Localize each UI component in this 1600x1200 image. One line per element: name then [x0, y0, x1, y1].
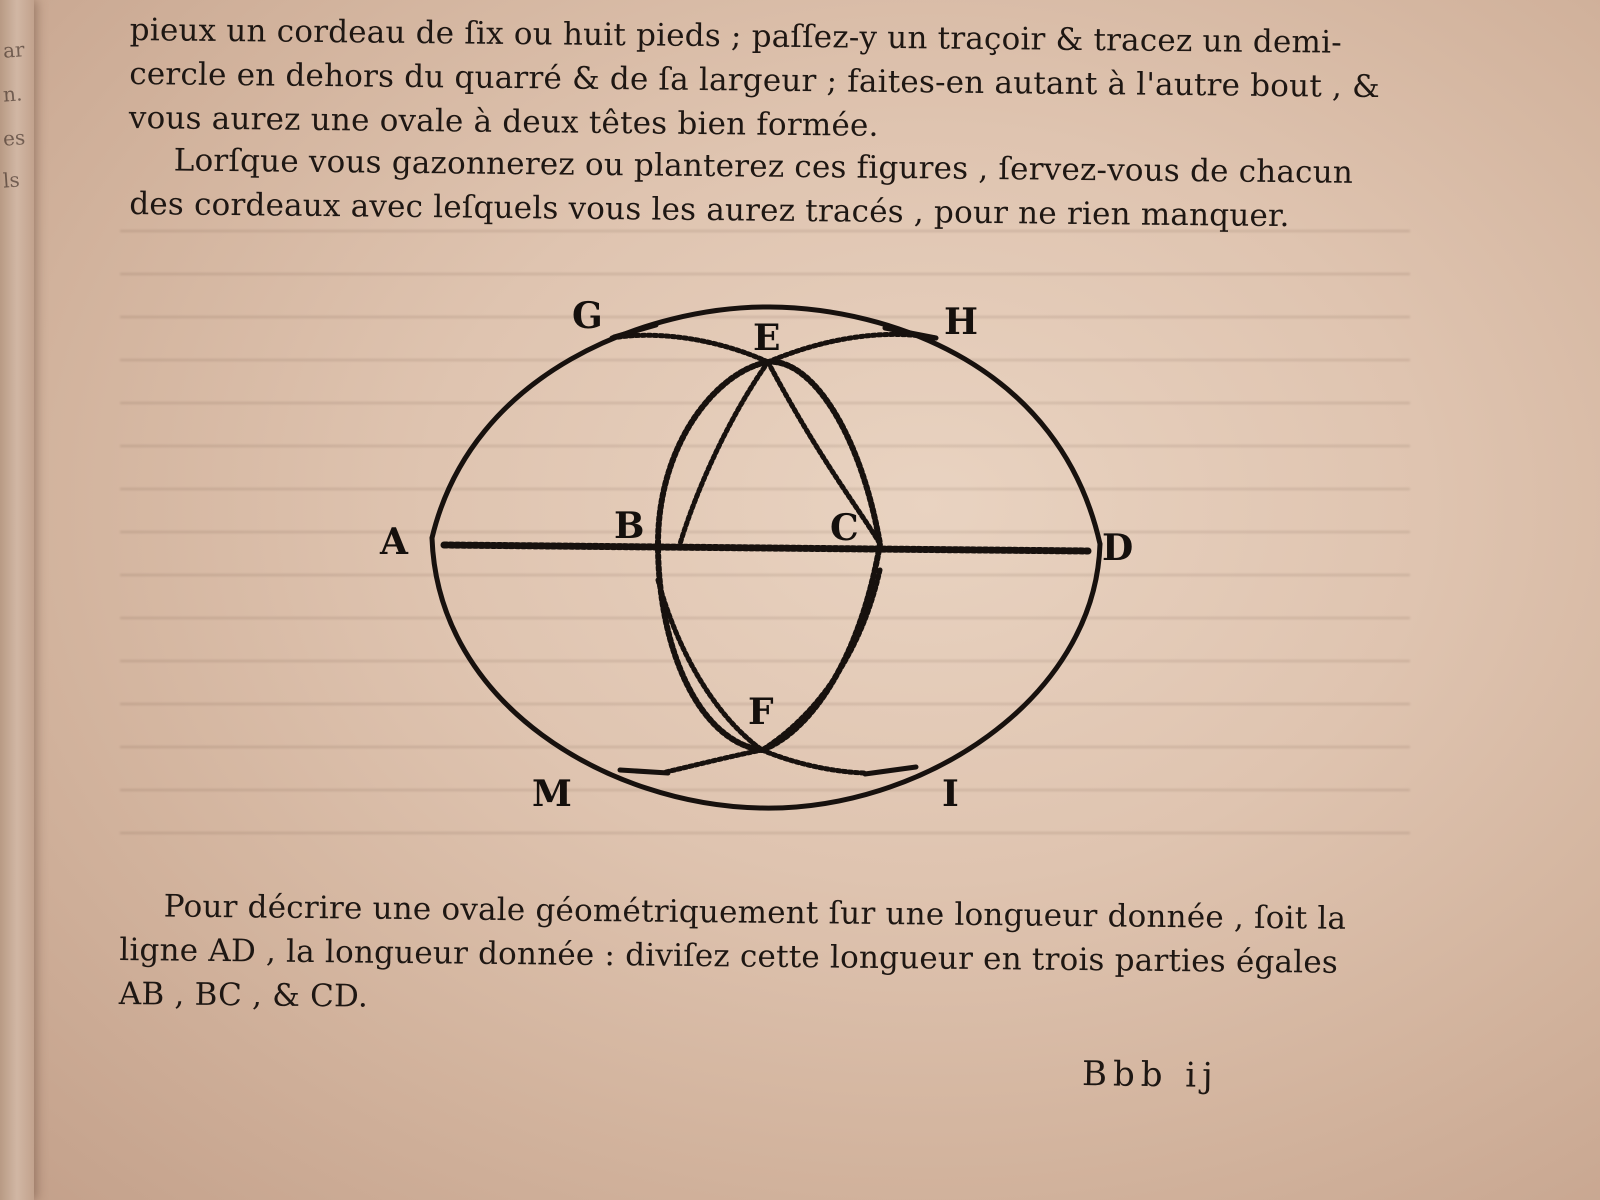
lower-solid-left: [620, 770, 668, 773]
oval-construction-diagram: [360, 280, 1140, 840]
text-line: ligne AD , la longueur donnée : diviſez cette longueur en trois parties égales: [119, 931, 1339, 981]
text-line: des cordeaux avec leſquels vous les aurez tracés , pour ne rien manquer.: [129, 185, 1290, 235]
label-d: D: [1102, 527, 1134, 569]
text-line: Pour décrire une ovale géométriquement ſur une longueur donnée , ſoit la: [163, 888, 1347, 937]
left-edge-fragment: es: [2, 125, 26, 151]
arc-g-e: [612, 335, 768, 362]
top-paragraph: [129, 8, 1410, 153]
left-edge-fragment: n.: [2, 81, 24, 107]
label-h: H: [944, 301, 979, 343]
arc-f-i: [762, 750, 865, 773]
text-line: vous aurez une ovale à deux têtes bien formée.: [128, 99, 879, 144]
label-e: E: [753, 317, 781, 359]
axis-line-ad: [444, 545, 1088, 551]
diagonal-e-f-left: [680, 362, 768, 544]
text-line: AB , BC , & CD.: [118, 975, 369, 1015]
left-edge-fragment: ls: [2, 167, 21, 193]
label-b: B: [614, 505, 645, 547]
text-line: pieux un cordeau de ſix ou huit pieds ; paſſez-y un traçoir & tracez un demi-: [129, 11, 1343, 61]
label-f: F: [748, 691, 774, 733]
label-a: A: [380, 521, 408, 563]
arc-e-h: [768, 334, 935, 362]
second-paragraph: [129, 138, 1410, 239]
lower-arc: [432, 538, 1100, 808]
lower-solid-right: [865, 767, 916, 774]
bottom-paragraph: [119, 884, 1400, 1029]
label-c: C: [830, 507, 859, 549]
left-edge-fragment: ar: [2, 37, 26, 63]
text-line: cercle en dehors du quarré & de ſa largeur ; faites-en autant à l'autre bout , &: [129, 55, 1381, 106]
label-g: G: [572, 295, 603, 337]
lower-diagonal-right: [762, 570, 880, 750]
arc-m-f: [666, 750, 762, 772]
label-m: M: [532, 773, 572, 815]
text-line: Lorſque vous gazonnerez ou planterez ces figures , ſervez-vous de chacun: [173, 142, 1354, 191]
page-signature: Bbb ij: [1081, 1054, 1220, 1096]
lower-diagonal-left: [658, 580, 762, 750]
label-i: I: [942, 773, 959, 815]
diagonal-e-f-right: [768, 362, 880, 544]
